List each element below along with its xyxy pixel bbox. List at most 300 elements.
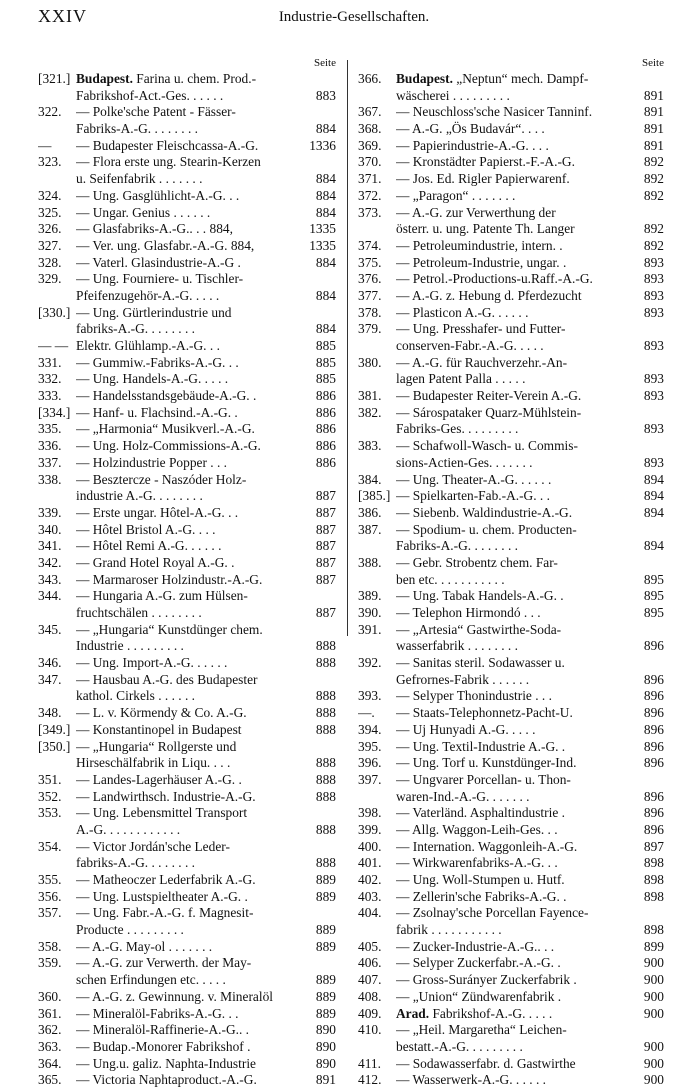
entry-number: 352. [38,788,62,804]
entry-name [76,672,334,689]
entry-number: 393. [358,688,382,704]
entry-number [38,171,76,188]
city-heading: Arad. [396,1005,430,1021]
entry-text: — Ung. Presshafer- und Futter- [396,321,566,337]
entry-name [76,1056,314,1073]
entry-name [396,1072,642,1089]
entry-page: 888 [315,821,336,837]
index-entry [358,705,664,722]
entry-text: — Wasserwerk-A.-G. . . . . . [396,1072,547,1088]
entry-number: 359. [38,955,62,971]
index-entry [38,855,336,872]
index-entry [358,872,664,889]
index-entry [358,1022,664,1039]
entry-page [334,839,336,856]
entry-page [662,555,664,572]
entry-page: 896 [643,688,664,704]
entry-page: 896 [643,721,664,737]
entry-text: — Hôtel Bristol A.-G. . . . [76,521,216,537]
index-entry [38,722,336,739]
entry-number: 346. [38,655,62,671]
entry-text: Farina u. chem. Prod.- [132,71,257,86]
entry-name [76,555,314,572]
entry-name [76,538,314,555]
entry-name [76,88,314,105]
entry-name [396,238,642,255]
index-entry [38,104,336,121]
entry-page [662,1022,664,1039]
index-entry [38,371,336,388]
index-entry [358,588,664,605]
entry-number: 388. [358,554,382,570]
entry-text: conserven-Fabr.-A.-G. . . . . [396,338,544,353]
entry-text: — A.-G. zur Verwerthung der [396,204,556,220]
entry-name [76,872,314,889]
entry-text: — Ung. Import-A.-G. . . . . . [76,655,228,671]
entry-text: bestatt.-A.-G. . . . . . . . . [396,1038,523,1054]
entry-number: 342. [38,554,62,570]
index-entry [38,538,336,555]
index-entry [38,872,336,889]
entry-name [76,1006,314,1023]
entry-page [334,805,336,822]
index-entry [38,939,336,956]
entry-page: 898 [643,888,664,904]
entry-page: 884 [315,121,336,137]
entry-page: 886 [315,388,336,404]
entry-number: 355. [38,872,62,887]
index-entry [38,154,336,171]
entry-name [396,255,642,272]
entry-text: — Zellerin'sche Fabriks-A.-G. . [396,888,567,904]
entry-number: 380. [358,354,382,370]
entry-text: — Jos. Ed. Rigler Papierwarenf. [396,171,570,187]
index-entry [358,522,664,539]
entry-page [334,588,336,605]
index-entry [38,1072,336,1089]
entry-page [662,438,664,455]
index-entry [358,321,664,338]
entry-text: A.-G. . . . . . . . . . . . [76,821,181,837]
entry-text: — A.-G. May-ol . . . . . . . [76,938,213,954]
entry-name [76,104,334,121]
entry-name [396,1056,642,1073]
entry-name [396,1039,642,1056]
entry-number: 391. [358,621,382,637]
entry-text: — Ungvarer Porcellan- u. Thon- [396,771,571,787]
entry-text: — Gross-Surányer Zuckerfabrik . [396,972,577,988]
entry-name [396,705,642,722]
index-entry [358,421,664,438]
entry-number: 328. [38,254,62,270]
index-entry [358,1006,664,1023]
entry-page [662,622,664,639]
index-entry [38,321,336,338]
entry-text: waren-Ind.-A.-G. . . . . . . [396,788,530,804]
entry-text: — Ung. Theater-A.-G. . . . . . [396,471,552,487]
index-entry [38,438,336,455]
entry-name [76,221,307,238]
entry-name [76,772,314,789]
entry-text: Pfeifenzugehör-A.-G. . . . . [76,287,220,303]
entry-text: — Staats-Telephonnetz-Pacht-U. [396,705,573,721]
entry-text: — Budapester Fleischcassa-A.-G. [76,137,259,153]
entry-page: 886 [315,454,336,470]
entry-page [334,305,336,322]
index-entry [358,1056,664,1073]
entry-page: 893 [643,371,664,387]
entry-name [396,1022,662,1039]
index-entry [38,572,336,589]
entry-text: — „Union“ Zündwarenfabrik . [396,988,562,1004]
entry-page: 886 [315,404,336,420]
entry-text: — Victoria Naphtaproduct.-A.-G. [76,1072,257,1088]
entry-page: 891 [643,137,664,153]
entry-page: 884 [315,287,336,303]
index-entry [358,939,664,956]
entry-text: — Sodawasserfabr. d. Gastwirthe [396,1055,576,1071]
entry-name [396,905,662,922]
entry-name [396,305,642,322]
entry-number: 341. [38,538,62,554]
entry-page: 887 [315,521,336,537]
entry-page [334,71,336,88]
entry-page: 895 [643,605,664,620]
index-entry [358,772,664,789]
entry-name [76,972,314,989]
entry-name [76,121,314,138]
index-entry [358,955,664,972]
entry-name [76,1039,314,1056]
entry-text: Industrie . . . . . . . . . [76,638,184,654]
entry-page: 892 [643,187,664,203]
entry-name [396,388,642,405]
entry-page: 892 [643,221,664,237]
entry-text: — Sanitas steril. Sodawasser u. [396,655,565,671]
entry-text: — A.-G. zur Verwerth. der May- [76,955,252,971]
entry-text: — Landwirthsch. Industrie-A.-G. [76,788,256,804]
entry-text: — Ung. Fourniere- u. Tischler- [76,271,244,287]
entry-number: 325. [38,204,62,220]
entry-text: — Spielkarten-Fab.-A.-G. . . [396,488,550,504]
entry-name [396,538,642,555]
entry-page: 893 [643,304,664,320]
entry-number: 396. [358,755,382,771]
entry-name [76,889,314,906]
entry-text: — Hausbau A.-G. des Budapester [76,671,258,687]
entry-text: kathol. Cirkels . . . . . . [76,688,196,704]
entry-number [38,638,76,655]
index-entry [358,138,664,155]
entry-page: 896 [643,671,664,687]
entry-number [358,421,396,438]
city-heading: Budapest. [396,71,453,86]
entry-name [76,271,334,288]
entry-name [396,71,662,88]
entry-text: — Vaterländ. Asphaltindustrie . [396,805,565,821]
entry-number: 368. [358,121,382,137]
entry-text: — Zsolnay'sche Porcellan Fayence- [396,905,589,921]
entry-number: 412. [358,1072,382,1088]
entry-name [76,522,314,539]
entry-name [76,638,314,655]
entry-name [76,939,314,956]
entry-text: — „Heil. Margaretha“ Leichen- [396,1022,567,1038]
entry-number [38,972,76,989]
entry-text: lagen Patent Palla . . . . . [396,371,526,387]
index-entry [358,805,664,822]
entry-text: — Petroleum-Industrie, ungar. . [396,254,567,270]
index-entry [358,755,664,772]
entry-page: 896 [643,805,664,821]
entry-name [396,739,642,756]
entry-number: 361. [38,1005,62,1021]
entry-name [396,371,642,388]
entry-number: 326. [38,221,62,237]
index-entry [38,255,336,272]
entry-page: 887 [315,488,336,504]
entry-name [76,455,314,472]
entry-number [358,88,396,105]
entry-name [76,955,334,972]
index-entry [38,922,336,939]
index-entry [38,822,336,839]
entry-name [76,739,334,756]
index-entry [358,889,664,906]
entry-text: ben etc. . . . . . . . . . . [396,571,505,587]
entry-page: 1336 [309,137,336,153]
entry-number: 410. [358,1022,382,1038]
entry-text: — Hôtel Remi A.-G. . . . . . [76,538,222,554]
entry-page: 886 [315,421,336,437]
entry-text: — Gummiw.-Fabriks-A.-G. . . [76,354,239,370]
entry-name [396,805,642,822]
entry-text: — Holzindustrie Popper . . . [76,454,227,470]
entry-text: — Ung. Woll-Stumpen u. Hutf. [396,872,565,887]
index-entry [38,238,336,255]
entry-name [396,889,642,906]
index-entry [38,355,336,372]
entry-text: — Spodium- u. chem. Producten- [396,521,577,537]
entry-page: 885 [315,338,336,353]
index-entry [38,505,336,522]
index-entry [358,71,664,88]
left-column [38,56,336,1089]
entry-number: 333. [38,388,62,404]
entry-text: Fabriks-Ges. . . . . . . . . [396,421,519,437]
entry-text: — Selyper Zuckerfabr.-A.-G. . [396,955,561,971]
index-entry [38,188,336,205]
entry-name [396,772,662,789]
entry-page: 900 [643,955,664,971]
entry-text: — L. v. Körmendy & Co. A.-G. [76,705,247,721]
entry-text: fabrik . . . . . . . . . . . [396,922,502,938]
entry-number [38,288,76,305]
entry-page: 889 [315,938,336,954]
entry-name [396,972,642,989]
entry-number: 353. [38,805,62,821]
entry-text: Fabrikshof-A.-G. . . . . [429,1005,553,1021]
entry-number: 367. [358,104,382,120]
index-entry [38,839,336,856]
entry-text: — Sárospataker Quarz-Mühlstein- [396,404,582,420]
entry-name [76,488,314,505]
entry-number: 406. [358,955,382,971]
entry-number: 401. [358,855,382,871]
index-entry [358,121,664,138]
index-entry [358,88,664,105]
entry-name [396,822,642,839]
entry-text: Elektr. Glühlamp.-A.-G. . . [76,338,220,353]
entry-number: 373. [358,204,382,220]
index-entry [358,288,664,305]
entry-page: 896 [643,788,664,804]
index-entry [38,221,336,238]
entry-number [358,455,396,472]
entry-number: 343. [38,571,62,587]
entry-page: 884 [315,254,336,270]
entry-page: 886 [315,438,336,454]
entry-text: — Siebenb. Waldindustrie-A.-G. [396,504,573,520]
entry-number: 344. [38,588,62,604]
index-entry [358,538,664,555]
entry-page: 893 [643,271,664,287]
entry-page: 892 [643,237,664,253]
entry-text: — Hungaria A.-G. zum Hülsen- [76,588,248,604]
entry-page [334,622,336,639]
index-entry [358,305,664,322]
entry-number: 400. [358,838,382,854]
entry-name [76,605,314,622]
entry-number: [349.] [38,721,71,737]
entry-name [76,138,307,155]
entry-number: 381. [358,388,382,404]
index-entry [38,805,336,822]
entry-text: — Zucker-Industrie-A.-G.. . . [396,938,555,954]
entry-number [38,321,76,338]
entry-number: 399. [358,821,382,837]
index-entry [38,655,336,672]
index-entry [358,1039,664,1056]
entry-text: Gefrornes-Fabrik . . . . . . [396,671,530,687]
entry-page [662,405,664,422]
entry-number: 395. [358,738,382,754]
entry-number: 337. [38,454,62,470]
entry-name [76,71,334,88]
entry-name [76,321,314,338]
entry-text: — Selyper Thonindustrie . . . [396,688,552,704]
entry-page: 884 [315,171,336,187]
entry-number [38,88,76,105]
index-entry [358,1072,664,1089]
entry-text: — Flora erste ung. Stearin-Kerzen [76,154,261,170]
entry-number: — — [38,338,69,353]
entry-number: 379. [358,321,382,337]
entry-number: [350.] [38,738,71,754]
entry-name [396,655,662,672]
entry-number: 405. [358,938,382,954]
entry-number: 387. [358,521,382,537]
entry-page: 888 [315,655,336,671]
entry-page: 893 [643,388,664,404]
index-entry [38,789,336,806]
entry-page: 900 [643,1005,664,1021]
entry-page [662,71,664,88]
entry-text: — Landes-Lagerhäuser A.-G. . [76,771,242,787]
entry-number: 398. [358,805,382,821]
index-entry [358,855,664,872]
entry-page: 889 [315,988,336,1004]
entry-text: österr. u. ung. Patente Th. Langer [396,221,575,237]
entry-number: 332. [38,371,62,387]
entry-number: —. [358,705,375,721]
entry-number: 366. [358,71,382,86]
entry-number: 382. [358,404,382,420]
entry-text: — Ung. Gürtlerindustrie und [76,304,232,320]
entry-page [662,205,664,222]
index-entry [38,338,336,355]
index-entry [358,555,664,572]
index-entry [38,1039,336,1056]
entry-page [662,522,664,539]
entry-page [662,321,664,338]
index-entry [38,472,336,489]
entry-name [76,855,314,872]
index-entry [38,121,336,138]
index-entry [38,1022,336,1039]
entry-page: 891 [643,121,664,137]
entry-text: — Konstantinopel in Budapest [76,721,242,737]
entry-text: Hirseschälfabrik in Liqu. . . . [76,755,231,771]
entry-number: 390. [358,605,382,620]
entry-text: fabriks-A.-G. . . . . . . . [76,855,196,871]
entry-number: 411. [358,1055,381,1071]
index-entry [358,572,664,589]
entry-number: 358. [38,938,62,954]
entry-text: — A.-G. z. Hebung d. Pferdezucht [396,287,582,303]
entry-page: 890 [315,1022,336,1038]
entry-page [662,772,664,789]
entry-text: Producte . . . . . . . . . [76,922,184,938]
index-entry [38,889,336,906]
entry-page: 892 [643,154,664,170]
entry-number: 364. [38,1055,62,1071]
seite-label: Seite [314,57,336,69]
entry-text: — Grand Hotel Royal A.-G. . [76,554,235,570]
entry-name [396,688,642,705]
entry-name [76,255,314,272]
entry-text: — Glasfabriks-A.-G.. . . 884, [76,221,233,237]
index-entry [358,739,664,756]
entry-name [396,171,642,188]
entry-text: u. Seifenfabrik . . . . . . . [76,171,203,187]
entry-number: 329. [38,271,62,287]
entry-text: — Marmaroser Holzindustr.-A.-G. [76,571,263,587]
entry-page: 887 [315,538,336,554]
entry-name [76,388,314,405]
entry-name [76,722,314,739]
entry-number [358,789,396,806]
index-entry [358,505,664,522]
entry-number: 377. [358,287,382,303]
entry-text: — Gebr. Strobentz chem. Far- [396,554,558,570]
entry-text: — „Artesia“ Gastwirthe-Soda- [396,621,562,637]
index-entry [358,338,664,355]
index-entry [38,405,336,422]
entry-text: — Uj Hunyadi A.-G. . . . . [396,721,536,737]
entry-page: 885 [315,354,336,370]
entry-name [76,922,314,939]
